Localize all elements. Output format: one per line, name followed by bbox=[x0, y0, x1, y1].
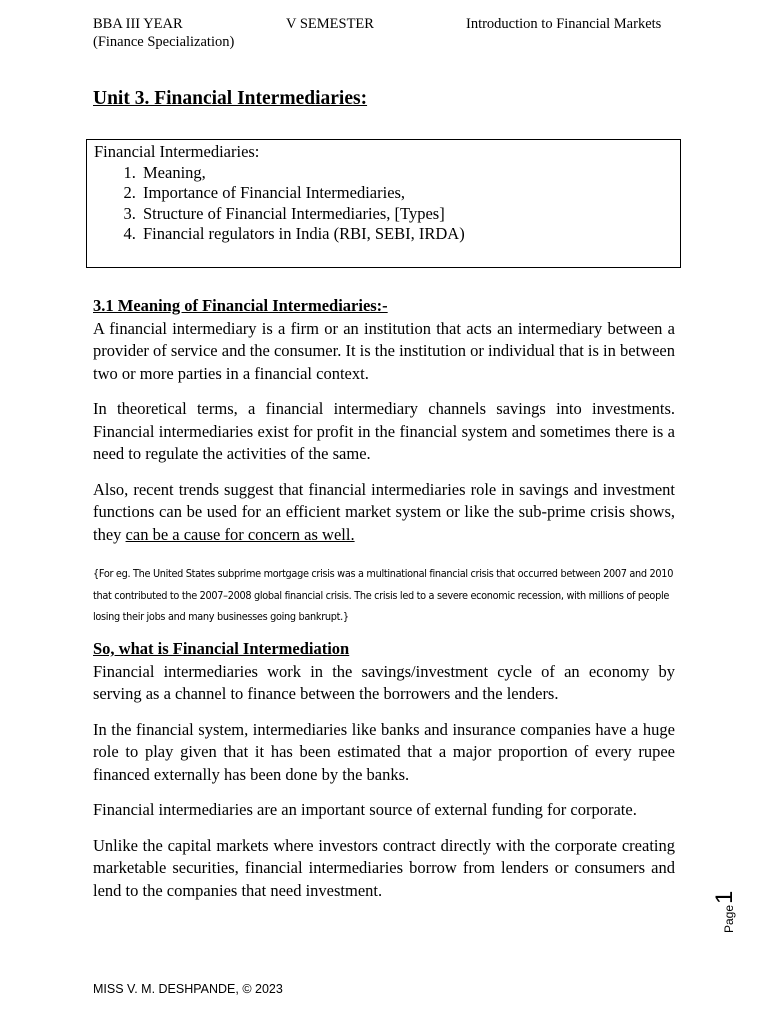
header-year: BBA III YEAR bbox=[93, 16, 183, 32]
paragraph-text: Also, recent trends suggest that financial intermediaries role in savings and investment functions can be used for an efficient market system or like the sub-prime crisis shows, they bbox=[93, 479, 675, 544]
page-word: Page bbox=[722, 904, 736, 933]
underlined-text: can be a cause for concern as well. bbox=[125, 524, 355, 544]
header-course-title: Introduction to Financial Markets bbox=[466, 16, 662, 32]
crisis-note: {For eg. The United States subprime mortgage crisis was a multinational financial crisis that occurred between 2007 and 2010 that contributed to the 2007–2008 global financial crisis. The crisis led to a severe economic recession, with millions of people losing their jobs and many businesses going bankrupt.} bbox=[93, 568, 674, 623]
contents-item: 2. Importance of Financial Intermediaries, bbox=[140, 183, 680, 204]
section-intermediation bbox=[93, 638, 675, 902]
paragraph: A financial intermediary is a firm or an institution that acts an intermediary between a provider of service and the consumer. It is the institution or individual that is in between two or more parties in a financial context. bbox=[93, 318, 675, 383]
section-heading: So, what is Financial Intermediation bbox=[93, 639, 350, 658]
header-semester: V SEMESTER bbox=[286, 16, 374, 32]
contents-heading: Financial Intermediaries: bbox=[94, 142, 260, 161]
paragraph: In the financial system, intermediaries like banks and insurance companies have a huge role to play given that it has been estimated that a major proportion of every rupee financed externally has been done by the banks. bbox=[93, 719, 675, 784]
paragraph: In theoretical terms, a financial intermediary channels savings into investments. Financial intermediaries exist for profit in the financial system and sometimes there is a need to regulate the activities of the same. bbox=[93, 399, 675, 463]
contents-item: 1. Meaning, bbox=[140, 163, 680, 184]
section-heading: 3.1 Meaning of Financial Intermediaries:- bbox=[93, 296, 388, 315]
header-specialization: (Finance Specialization) bbox=[93, 34, 235, 50]
page-number-label bbox=[710, 883, 736, 933]
paragraph: Financial intermediaries are an important source of external funding for corporate. bbox=[93, 800, 637, 819]
contents-item: 3. Structure of Financial Intermediaries, [Types] bbox=[140, 204, 680, 225]
contents-item: 4. Financial regulators in India (RBI, SEBI, IRDA) bbox=[140, 224, 680, 245]
paragraph: Financial intermediaries work in the savings/investment cycle of an economy by serving as a channel to finance between the borrowers and the lenders. bbox=[93, 661, 675, 703]
contents-box bbox=[86, 139, 681, 268]
contents-list bbox=[94, 163, 680, 245]
page-number: 1 bbox=[711, 890, 738, 904]
paragraph bbox=[93, 479, 675, 547]
paragraph: Unlike the capital markets where investors contract directly with the corporate creating marketable securities, financial intermediaries borrow from lenders or consumers and lend to the companies that need investment. bbox=[93, 835, 675, 900]
footer-author: MISS V. M. DESHPANDE, © 2023 bbox=[93, 982, 283, 996]
unit-title: Unit 3. Financial Intermediaries: bbox=[93, 88, 368, 109]
section-meaning bbox=[93, 295, 675, 546]
